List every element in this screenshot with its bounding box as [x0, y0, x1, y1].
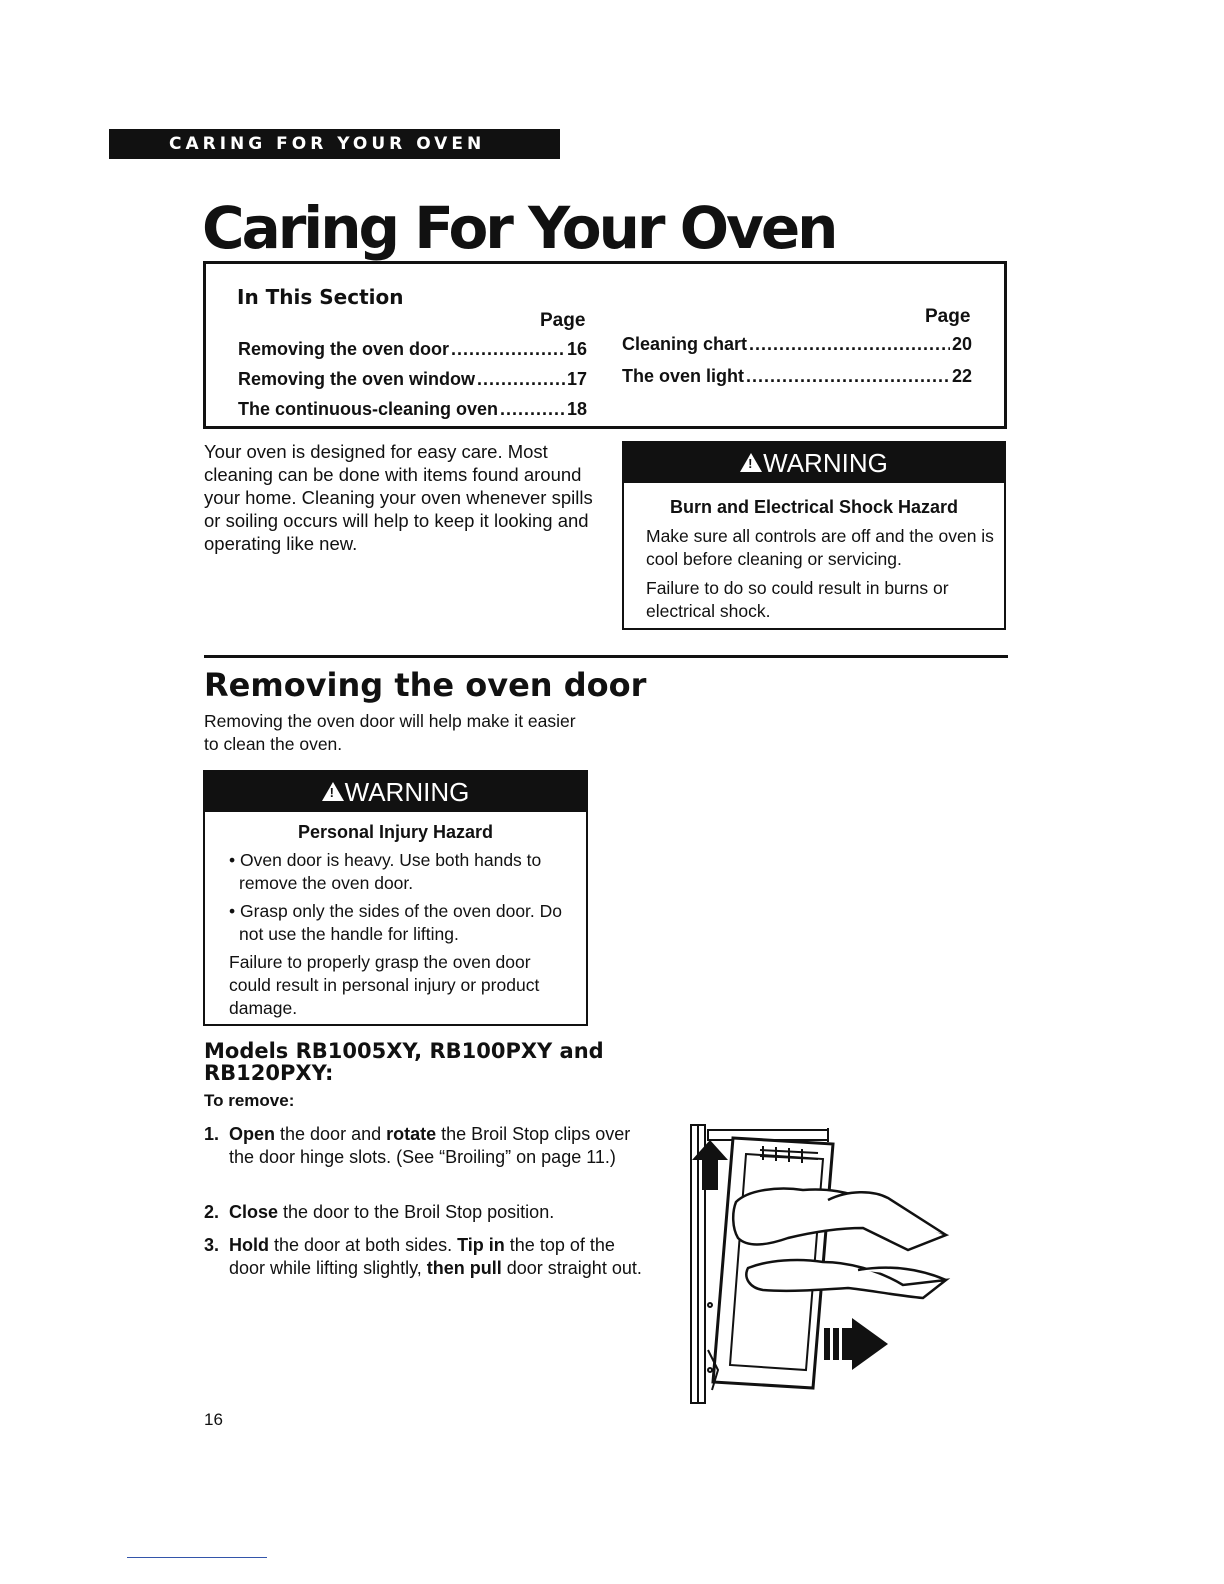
- toc-entry[interactable]: Cleaning chart ..... 20: [622, 334, 972, 355]
- step-item: 1. Open the door and rotate the Broil Stop clips over the door hinge slots. (See “Broiling” on page 11.): [204, 1124, 631, 1167]
- warning-box-burn: [622, 441, 1006, 630]
- warning-text: Failure to properly grasp the oven door could result in personal injury or product damage.: [229, 952, 540, 1018]
- door-removal-illustration: [688, 1120, 953, 1410]
- step-item: 2. Close the door to the Broil Stop position.: [204, 1202, 555, 1222]
- toc-entry[interactable]: Removing the oven window ..... 17: [238, 369, 587, 390]
- section-tab: CARING FOR YOUR OVEN: [109, 129, 560, 159]
- step-item: 3. Hold the door at both sides. Tip in the top of the door while lifting slightly, then pull door straight out.: [204, 1235, 642, 1278]
- footer-rule: [127, 1557, 267, 1558]
- models-heading: Models RB1005XY, RB100PXY and RB120PXY:: [204, 1039, 604, 1085]
- warning-triangle-icon: [740, 453, 762, 472]
- section-intro: Removing the oven door will help make it easier to clean the oven.: [204, 711, 576, 754]
- intro-text: Your oven is designed for easy care. Most cleaning can be done with items found around your home. Cleaning your oven whenever spills or soiling occurs will help to keep it looking and operating like new.: [204, 441, 593, 554]
- warning-title: Personal Injury Hazard: [297, 822, 494, 842]
- toc-entry[interactable]: The oven light ..... 22: [622, 366, 972, 387]
- warning-bullet: • Oven door is heavy. Use both hands to remove the oven door.: [229, 850, 542, 893]
- bullet-icon: •: [229, 901, 236, 921]
- section-divider: [204, 655, 1008, 658]
- bullet-icon: •: [229, 850, 236, 870]
- warning-box-injury: [203, 770, 588, 1026]
- toc-heading: In This Section: [237, 285, 404, 309]
- toc-page-label-right: Page: [925, 306, 971, 327]
- warning-text: Make sure all controls are off and the oven is cool before cleaning or servicing.: [646, 526, 994, 569]
- warning-title: Burn and Electrical Shock Hazard: [669, 497, 959, 517]
- page-number: 16: [204, 1410, 223, 1429]
- subheading: To remove:: [204, 1091, 295, 1110]
- toc-entry[interactable]: Removing the oven door ..... 16: [238, 339, 587, 360]
- toc-page-label-left: Page: [540, 310, 586, 331]
- warning-triangle-icon: [322, 782, 344, 801]
- page-title: Caring For Your Oven: [202, 194, 836, 262]
- warning-header: !WARNING: [624, 443, 1004, 483]
- warning-header: !WARNING: [205, 772, 586, 812]
- warning-text: Failure to do so could result in burns or electrical shock.: [646, 578, 949, 621]
- toc-entry[interactable]: The continuous-cleaning oven ..... 18: [238, 399, 587, 420]
- warning-bullet: • Grasp only the sides of the oven door. Do not use the handle for lifting.: [229, 901, 563, 944]
- section-heading: Removing the oven door: [204, 666, 647, 704]
